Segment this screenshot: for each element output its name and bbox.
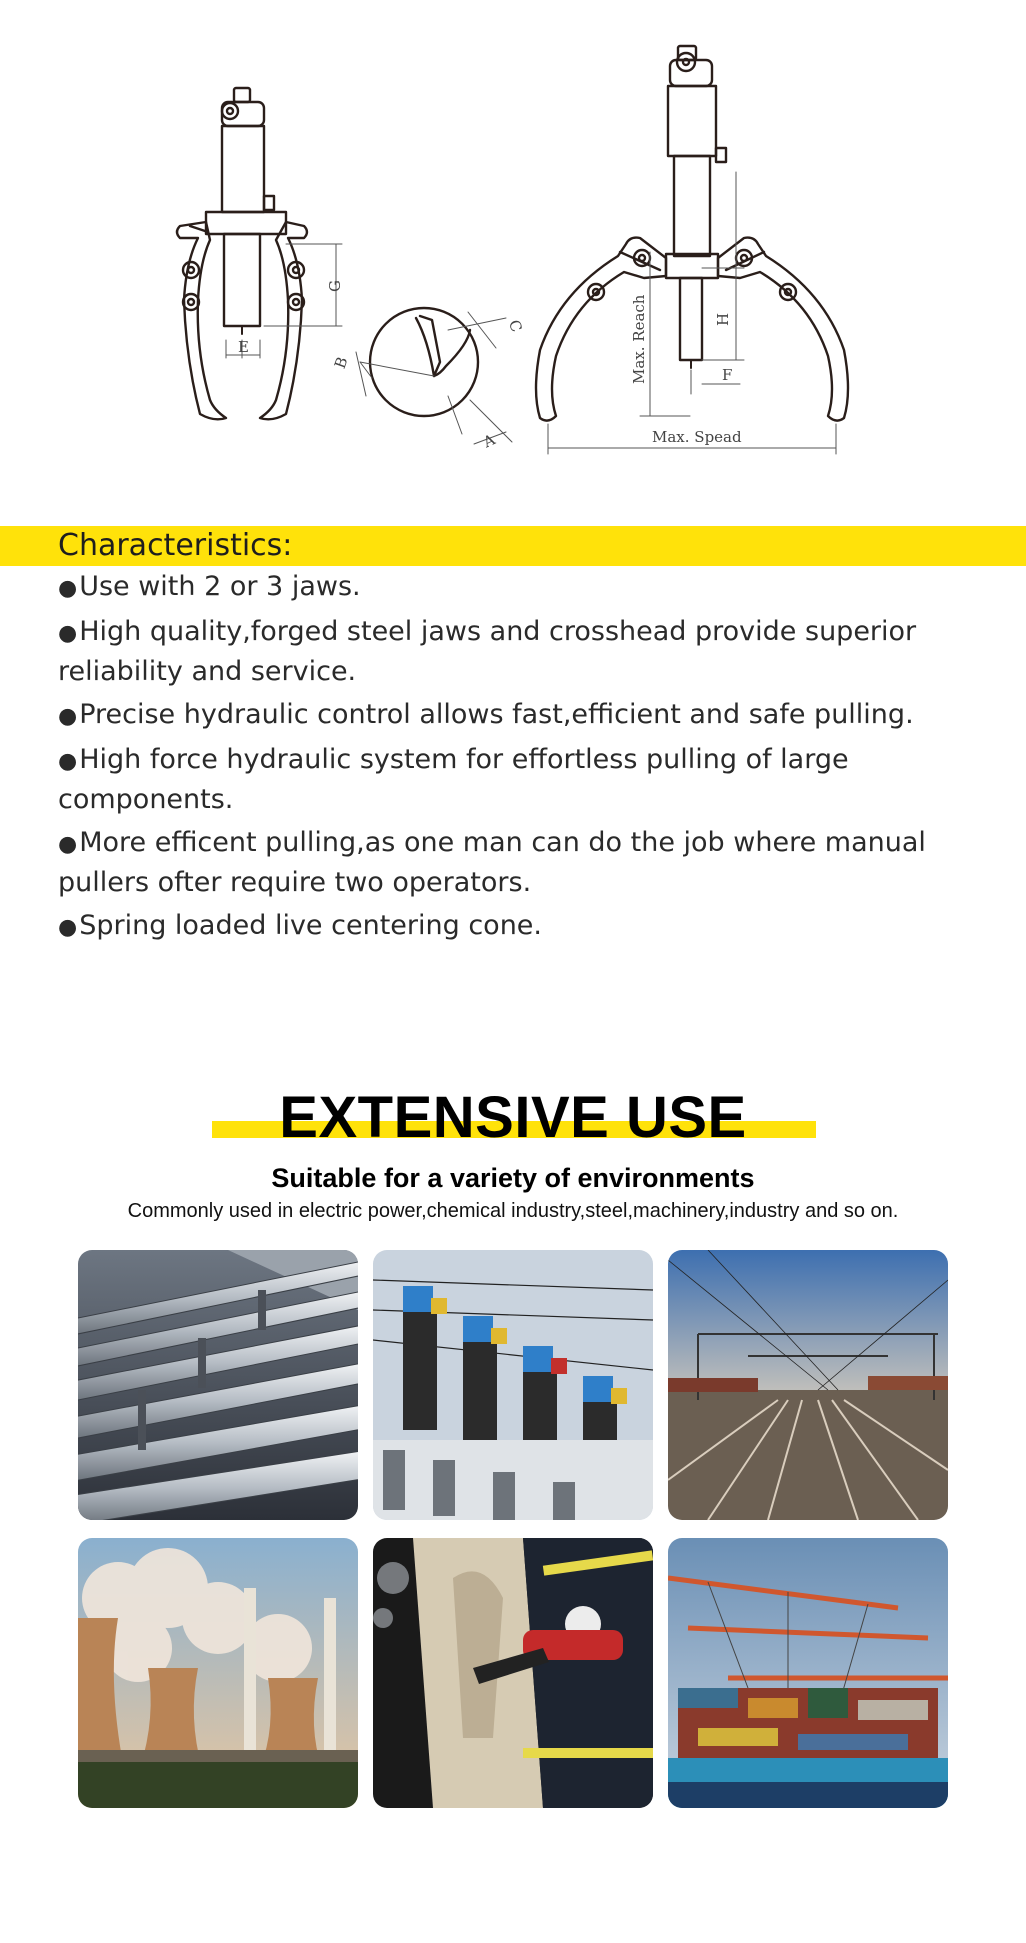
railway-photo xyxy=(668,1250,948,1520)
dimension-label-a: A xyxy=(480,430,498,452)
list-item-text: Spring loaded live centering cone. xyxy=(79,910,542,941)
jaw-tip-detail xyxy=(356,308,512,444)
dimension-label-max-reach: Max. Reach xyxy=(630,294,648,384)
bullet-icon: ● xyxy=(58,621,78,646)
dimension-label-f: F xyxy=(722,366,733,384)
bullet-icon: ● xyxy=(58,749,78,774)
dimension-label-h: H xyxy=(714,312,732,326)
list-item xyxy=(58,907,978,947)
extensive-use-title: EXTENSIVE USE xyxy=(279,1085,747,1150)
pipes-photo xyxy=(78,1250,358,1520)
dimension-label-e: E xyxy=(238,338,249,356)
dimension-label-g: G xyxy=(326,280,344,292)
extensive-use-subtitle: Suitable for a variety of environments xyxy=(271,1163,755,1193)
list-item-text: Precise hydraulic control allows fast,efficient and safe pulling. xyxy=(79,699,914,730)
bullet-icon: ● xyxy=(58,704,78,729)
list-item-text: Use with 2 or 3 jaws. xyxy=(79,571,361,602)
industrial-worker-photo xyxy=(373,1538,653,1808)
large-puller-figure xyxy=(536,46,848,454)
bullet-icon: ● xyxy=(58,832,78,857)
application-gallery xyxy=(78,1250,948,1808)
list-item xyxy=(58,741,978,819)
electric-insulators-photo xyxy=(373,1250,653,1520)
characteristics-title: Characteristics: xyxy=(58,528,293,563)
dimension-label-b: B xyxy=(330,354,352,372)
bullet-icon: ● xyxy=(58,915,78,940)
bullet-icon: ● xyxy=(58,576,78,601)
small-puller-figure xyxy=(177,88,342,419)
list-item xyxy=(58,613,978,691)
list-item-text: More efficent pulling,as one man can do the job where manual pullers ofter require two operators. xyxy=(58,827,926,898)
list-item xyxy=(58,696,978,736)
power-plant-photo xyxy=(78,1538,358,1808)
dimension-label-max-spread: Max. Spead xyxy=(652,428,742,446)
shipping-port-photo xyxy=(668,1538,948,1808)
list-item-text: High quality,forged steel jaws and crosshead provide superior reliability and service. xyxy=(58,616,917,687)
characteristics-list xyxy=(58,568,978,952)
technical-drawing xyxy=(0,0,1026,500)
list-item xyxy=(58,568,978,608)
list-item-text: High force hydraulic system for effortless pulling of large components. xyxy=(58,744,849,815)
list-item xyxy=(58,824,978,902)
extensive-use-description: Commonly used in electric power,chemical industry,steel,machinery,industry and so on. xyxy=(127,1200,899,1222)
dimension-label-c: C xyxy=(504,317,526,335)
